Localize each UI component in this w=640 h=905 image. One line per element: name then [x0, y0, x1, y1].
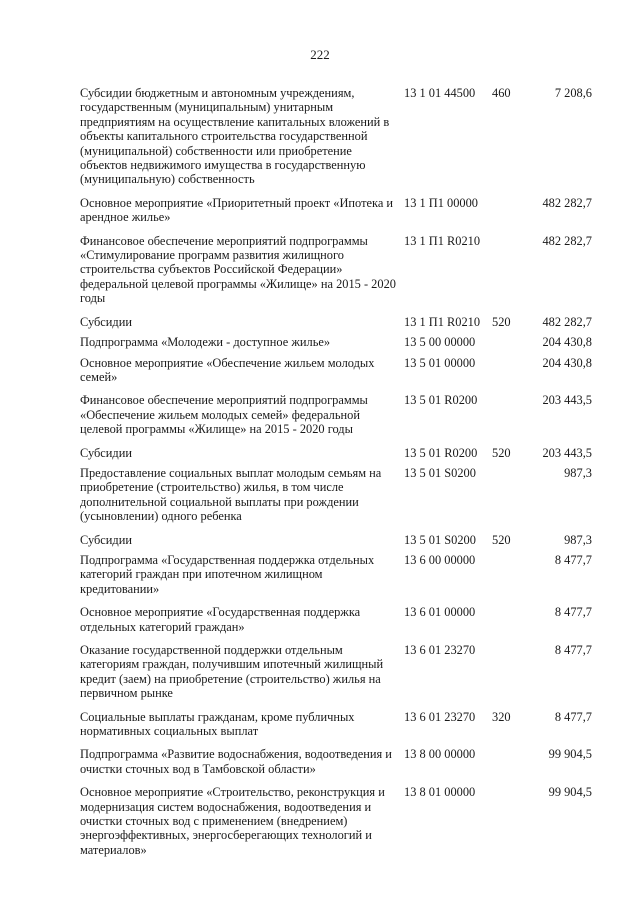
- row-amount: 99 904,5: [548, 785, 592, 800]
- row-code: 13 6 01 00000: [404, 605, 476, 620]
- row-code: 13 5 01 R0200: [404, 445, 478, 460]
- row-code: 13 5 01 S0200: [404, 465, 476, 480]
- row-description: Подпрограмма «Развитие водоснабжения, водоотведения и очистки сточных вод в Тамбовской области»: [80, 747, 392, 776]
- table-row: [0, 196, 640, 225]
- row-code: 13 1 П1 R0210: [404, 233, 481, 248]
- row-expense-type: 320: [492, 709, 511, 724]
- table-row: [0, 234, 640, 306]
- row-amount: 203 443,5: [542, 393, 592, 408]
- row-code: 13 8 00 00000: [404, 747, 476, 762]
- row-expense-type: 520: [492, 532, 511, 547]
- budget-table: [0, 86, 640, 866]
- row-description: Основное мероприятие «Обеспечение жильем молодых семей»: [80, 355, 375, 384]
- row-expense-type: 520: [492, 445, 511, 460]
- table-row: [0, 86, 640, 187]
- row-code: 13 6 00 00000: [404, 552, 476, 567]
- row-expense-type: 460: [492, 86, 511, 100]
- row-code: 13 8 01 00000: [404, 785, 476, 800]
- row-code: 13 6 01 23270: [404, 643, 476, 657]
- row-description: Субсидии: [80, 314, 132, 329]
- row-amount: 987,3: [564, 465, 592, 480]
- table-row: [0, 605, 640, 634]
- row-code: 13 1 П1 R0210: [404, 314, 481, 329]
- row-code: 13 5 00 00000: [404, 335, 476, 350]
- row-description: Основное мероприятие «Государственная поддержка отдельных категорий граждан»: [80, 605, 361, 634]
- row-description: Предоставление социальных выплат молодым семьям на приобретение (строительство) жилья, в том числе дополнительной социальной выплаты при рождении (усыновлении) одного ребенка: [80, 465, 382, 524]
- row-description: Социальные выплаты гражданам, кроме публичных нормативных социальных выплат: [80, 709, 355, 739]
- table-row: [0, 643, 640, 701]
- row-expense-type: 520: [492, 314, 511, 329]
- row-amount: 204 430,8: [542, 355, 592, 370]
- row-amount: 987,3: [564, 532, 592, 547]
- row-amount: 8 477,7: [554, 605, 592, 620]
- row-code: 13 1 П1 00000: [404, 195, 478, 210]
- row-amount: 7 208,6: [554, 86, 592, 100]
- row-code: 13 5 01 S0200: [404, 532, 476, 547]
- row-code: 13 1 01 44500: [404, 86, 476, 100]
- row-description: Финансовое обеспечение мероприятий подпрограммы «Обеспечение жильем молодых семей» федеральной целевой программы «Жилище» на 2015 - 2020 годы: [80, 393, 368, 437]
- row-description: Субсидии: [80, 445, 132, 460]
- row-amount: 8 477,7: [554, 643, 592, 657]
- row-description: Подпрограмма «Молодежи - доступное жилье»: [80, 335, 331, 350]
- page-number: 222: [310, 47, 330, 62]
- row-description: Подпрограмма «Государственная поддержка отдельных категорий граждан при ипотечном жилищном кредитовании»: [80, 552, 375, 596]
- table-row: [0, 553, 640, 596]
- row-description: Основное мероприятие «Приоритетный проект «Ипотека и арендное жилье»: [80, 195, 394, 225]
- table-row: [0, 315, 640, 329]
- row-amount: 482 282,7: [542, 195, 592, 210]
- table-row: [0, 466, 640, 524]
- row-amount: 8 477,7: [554, 552, 592, 567]
- row-code: 13 5 01 R0200: [404, 393, 478, 408]
- row-amount: 482 282,7: [542, 314, 592, 329]
- row-amount: 482 282,7: [542, 233, 592, 248]
- row-description: Субсидии: [80, 532, 132, 547]
- row-amount: 99 904,5: [548, 747, 592, 762]
- table-row: [0, 785, 640, 857]
- table-row: [0, 533, 640, 547]
- table-row: [0, 710, 640, 739]
- table-row: [0, 393, 640, 436]
- table-row: [0, 335, 640, 349]
- table-row: [0, 356, 640, 385]
- row-description: Основное мероприятие «Строительство, реконструкция и модернизация систем водоснабжения, водоотведения и очистки сточных вод с применением (внедрением) энергоэффективных, энергосберегающих технологий и материалов»: [80, 785, 385, 857]
- table-row: [0, 446, 640, 460]
- row-amount: 203 443,5: [542, 445, 592, 460]
- row-description: Оказание государственной поддержки отдельным категориям граждан, получившим ипотечный жилищный кредит (заем) на приобретение (строительство) жилья на первичном рынке: [80, 643, 384, 701]
- row-code: 13 6 01 23270: [404, 709, 476, 724]
- row-description: Финансовое обеспечение мероприятий подпрограммы «Стимулирование программ развития жилищного строительства субъектов Российской Федерации» федеральной целевой программы «Жилище» на 2015 - 2020 годы: [80, 233, 396, 306]
- row-code: 13 5 01 00000: [404, 355, 476, 370]
- row-amount: 8 477,7: [554, 709, 592, 724]
- row-amount: 204 430,8: [542, 335, 592, 350]
- row-description: Субсидии бюджетным и автономным учреждениям, государственным (муниципальным) унитарным предприятиям на осуществление капитальных вложений в объекты капитального строительства государственной (муниципальной) собственности или приобретение объектов недвижимого имущества в государственную (муниципальную) собственность: [80, 86, 390, 187]
- table-row: [0, 747, 640, 776]
